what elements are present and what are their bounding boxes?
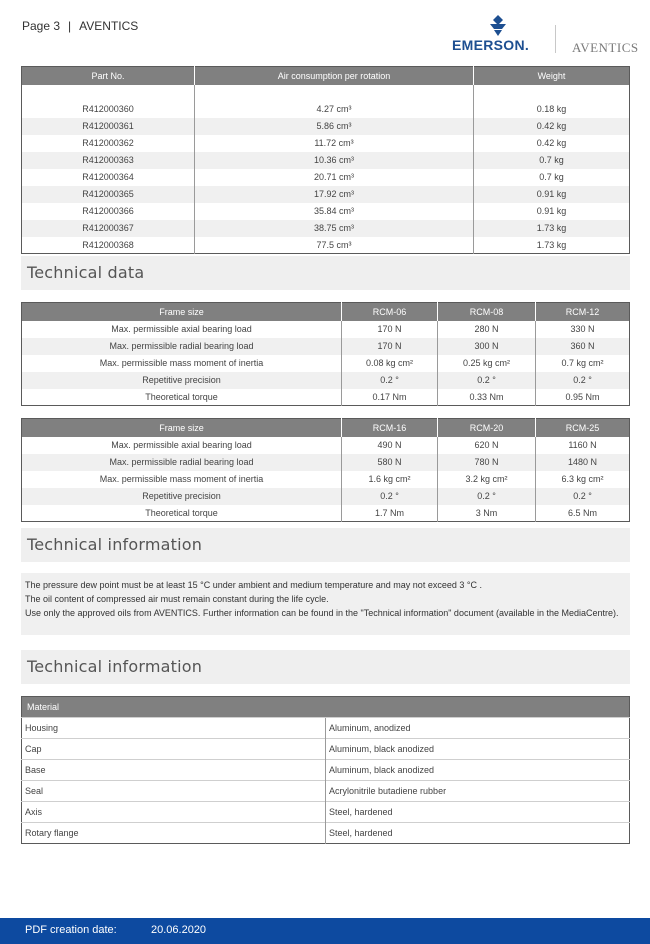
- cell-value: 0.2 °: [536, 372, 630, 389]
- col-header-rcm-08: RCM-08: [438, 303, 536, 321]
- table-row: [22, 389, 630, 406]
- cell-value: 6.3 kg cm²: [536, 471, 630, 488]
- cell-air: 17.92 cm³: [195, 186, 474, 203]
- cell-value: 360 N: [536, 338, 630, 355]
- cell-value: 330 N: [536, 321, 630, 338]
- cell-value: 280 N: [438, 321, 536, 338]
- cell-part-no: R412000365: [22, 186, 195, 203]
- cell-weight: 0.7 kg: [474, 169, 630, 186]
- cell-value: 0.17 Nm: [342, 389, 438, 406]
- cell-weight: 0.18 kg: [474, 101, 630, 118]
- cell-component: Base: [22, 760, 326, 781]
- cell-property: Max. permissible axial bearing load: [111, 440, 252, 450]
- emerson-logo: [452, 15, 544, 57]
- cell-component: Rotary flange: [22, 823, 326, 844]
- cell-value: 0.08 kg cm²: [342, 355, 438, 372]
- cell-weight: 0.91 kg: [474, 203, 630, 220]
- cell-component: Seal: [22, 781, 326, 802]
- page-header: [22, 19, 138, 33]
- table-row: [22, 338, 630, 355]
- emerson-emblem-icon: [488, 15, 508, 37]
- table-row: [22, 220, 630, 237]
- table-row: [22, 505, 630, 522]
- table-row: [22, 203, 630, 220]
- col-header-air-consumption: Air consumption per rotation: [195, 67, 474, 85]
- cell-air: 4.27 cm³: [195, 101, 474, 118]
- cell-value: 1.7 Nm: [342, 505, 438, 522]
- cell-value: 0.2 °: [536, 488, 630, 505]
- info-line: The pressure dew point must be at least 15 °C under ambient and medium temperature and may not exceed 3 °C .: [25, 580, 482, 590]
- cell-material: Aluminum, anodized: [326, 718, 630, 739]
- cell-value: 1.6 kg cm²: [342, 471, 438, 488]
- technical-data-table-1: [21, 302, 630, 406]
- cell-property: Max. permissible radial bearing load: [22, 454, 342, 471]
- cell-air: 11.72 cm³: [195, 135, 474, 152]
- table-row: [22, 739, 630, 760]
- cell-value: 0.33 Nm: [438, 389, 536, 406]
- cell-material: Steel, hardened: [326, 823, 630, 844]
- cell-property: Theoretical torque: [145, 391, 218, 402]
- table-row: [22, 237, 630, 254]
- cell-material: Aluminum, black anodized: [326, 739, 630, 760]
- cell-value: 6.5 Nm: [536, 505, 630, 522]
- col-header-rcm-06: RCM-06: [342, 303, 438, 321]
- table-row: [22, 372, 630, 389]
- section-title: Technical data: [27, 263, 145, 282]
- cell-value: 0.25 kg cm²: [438, 355, 536, 372]
- material-table: [21, 696, 630, 844]
- table-row: [22, 437, 630, 454]
- cell-part-no: R412000368: [82, 239, 134, 250]
- table-row: [22, 321, 630, 338]
- table-row: [22, 718, 630, 739]
- info-line: The oil content of compressed air must remain constant during the life cycle.: [25, 594, 329, 604]
- cell-air: 20.71 cm³: [195, 169, 474, 186]
- table-row: [22, 823, 630, 844]
- cell-value: 170 N: [342, 321, 438, 338]
- section-title: Technical information: [27, 535, 203, 554]
- table-header-row: [22, 419, 630, 437]
- cell-value: 490 N: [342, 437, 438, 454]
- cell-value: 580 N: [342, 454, 438, 471]
- cell-air: 5.86 cm³: [195, 118, 474, 135]
- cell-value: 0.95 Nm: [536, 389, 630, 406]
- table-row: [22, 152, 630, 169]
- cell-material: Acrylonitrile butadiene rubber: [326, 781, 630, 802]
- section-heading-technical-data: [21, 256, 630, 290]
- cell-value: 3.2 kg cm²: [438, 471, 536, 488]
- cell-part-no: R412000364: [82, 172, 134, 182]
- cell-part-no: R412000367: [22, 220, 195, 237]
- info-line: Use only the approved oils from AVENTICS. Further information can be found in the "Technical information" document (available in the MediaCentre).: [25, 608, 619, 618]
- cell-component: Axis: [22, 802, 326, 823]
- col-header-rcm-12: RCM-12: [536, 303, 630, 321]
- page-footer: [0, 918, 650, 944]
- col-header-weight: Weight: [474, 67, 630, 85]
- cell-value: 1480 N: [536, 454, 630, 471]
- cell-value: 1160 N: [536, 437, 630, 454]
- cell-part-no: R412000362: [82, 138, 134, 148]
- technical-information-text: [21, 573, 630, 635]
- footer-date: 20.06.2020: [151, 924, 207, 936]
- page-label: Page 3: [22, 19, 61, 33]
- cell-value: 620 N: [438, 437, 536, 454]
- cell-value: 0.2 °: [438, 488, 536, 505]
- table-row: [22, 454, 630, 471]
- table-row: [22, 186, 630, 203]
- cell-part-no: R412000361: [22, 118, 195, 135]
- table-row: [22, 781, 630, 802]
- footer-label: PDF creation date:: [25, 924, 117, 936]
- cell-weight: 1.73 kg: [474, 237, 630, 254]
- parts-table: [21, 66, 630, 254]
- table-row: [22, 471, 630, 488]
- cell-weight: 0.42 kg: [474, 118, 630, 135]
- cell-value: 780 N: [438, 454, 536, 471]
- cell-part-no: R412000366: [82, 206, 134, 216]
- header-company: AVENTICS: [79, 19, 139, 33]
- cell-property: Repetitive precision: [22, 372, 342, 389]
- section-heading-technical-information-2: [21, 650, 630, 684]
- table-row: [22, 488, 630, 505]
- cell-value: 0.2 °: [342, 372, 438, 389]
- cell-value: 0.7 kg cm²: [536, 355, 630, 372]
- cell-material: Aluminum, black anodized: [326, 760, 630, 781]
- col-header-rcm-25: RCM-25: [536, 419, 630, 437]
- material-header-row: [22, 697, 630, 718]
- cell-property: Max. permissible mass moment of inertia: [99, 358, 264, 368]
- cell-property: Repetitive precision: [22, 488, 342, 505]
- table-row: [22, 135, 630, 152]
- cell-part-no: R412000363: [22, 152, 195, 169]
- table-row: [22, 355, 630, 372]
- cell-property: Max. permissible axial bearing load: [111, 324, 252, 334]
- cell-weight: 1.73 kg: [474, 220, 630, 237]
- cell-part-no: R412000360: [82, 104, 134, 114]
- cell-air: 10.36 cm³: [195, 152, 474, 169]
- logo-divider: [555, 25, 556, 53]
- cell-weight: 0.7 kg: [474, 152, 630, 169]
- aventics-logo: AVENTICS: [572, 40, 639, 55]
- cell-component: Housing: [22, 718, 326, 739]
- col-header-rcm-16: RCM-16: [342, 419, 438, 437]
- technical-data-table-2: [21, 418, 630, 522]
- parts-table-header: [22, 67, 630, 85]
- cell-property: Theoretical torque: [145, 507, 218, 518]
- header-separator: |: [68, 19, 72, 33]
- col-header-rcm-20: RCM-20: [438, 419, 536, 437]
- emerson-wordmark: EMERSON.: [452, 37, 530, 53]
- cell-air: 77.5 cm³: [195, 237, 474, 254]
- cell-property: Max. permissible radial bearing load: [22, 338, 342, 355]
- table-row: [22, 760, 630, 781]
- cell-value: 300 N: [438, 338, 536, 355]
- cell-weight: 0.91 kg: [474, 186, 630, 203]
- table-row: [22, 802, 630, 823]
- cell-component: Cap: [22, 739, 326, 760]
- cell-material: Steel, hardened: [326, 802, 630, 823]
- col-header-frame-size: Frame size: [22, 303, 342, 321]
- header-spacer-row: [22, 85, 630, 101]
- table-row: [22, 101, 630, 118]
- cell-value: 0.2 °: [438, 372, 536, 389]
- table-header-row: [22, 303, 630, 321]
- cell-value: 0.2 °: [342, 488, 438, 505]
- section-title: Technical information: [27, 657, 203, 676]
- col-header-part-no: Part No.: [22, 67, 195, 85]
- cell-value: 170 N: [342, 338, 438, 355]
- table-row: [22, 118, 630, 135]
- cell-property: Max. permissible mass moment of inertia: [99, 474, 264, 484]
- cell-weight: 0.42 kg: [474, 135, 630, 152]
- col-header-frame-size: Frame size: [22, 419, 342, 437]
- cell-air: 35.84 cm³: [195, 203, 474, 220]
- material-header: Material: [22, 697, 630, 718]
- section-heading-technical-information: [21, 528, 630, 562]
- cell-value: 3 Nm: [438, 505, 536, 522]
- cell-air: 38.75 cm³: [195, 220, 474, 237]
- table-row: [22, 169, 630, 186]
